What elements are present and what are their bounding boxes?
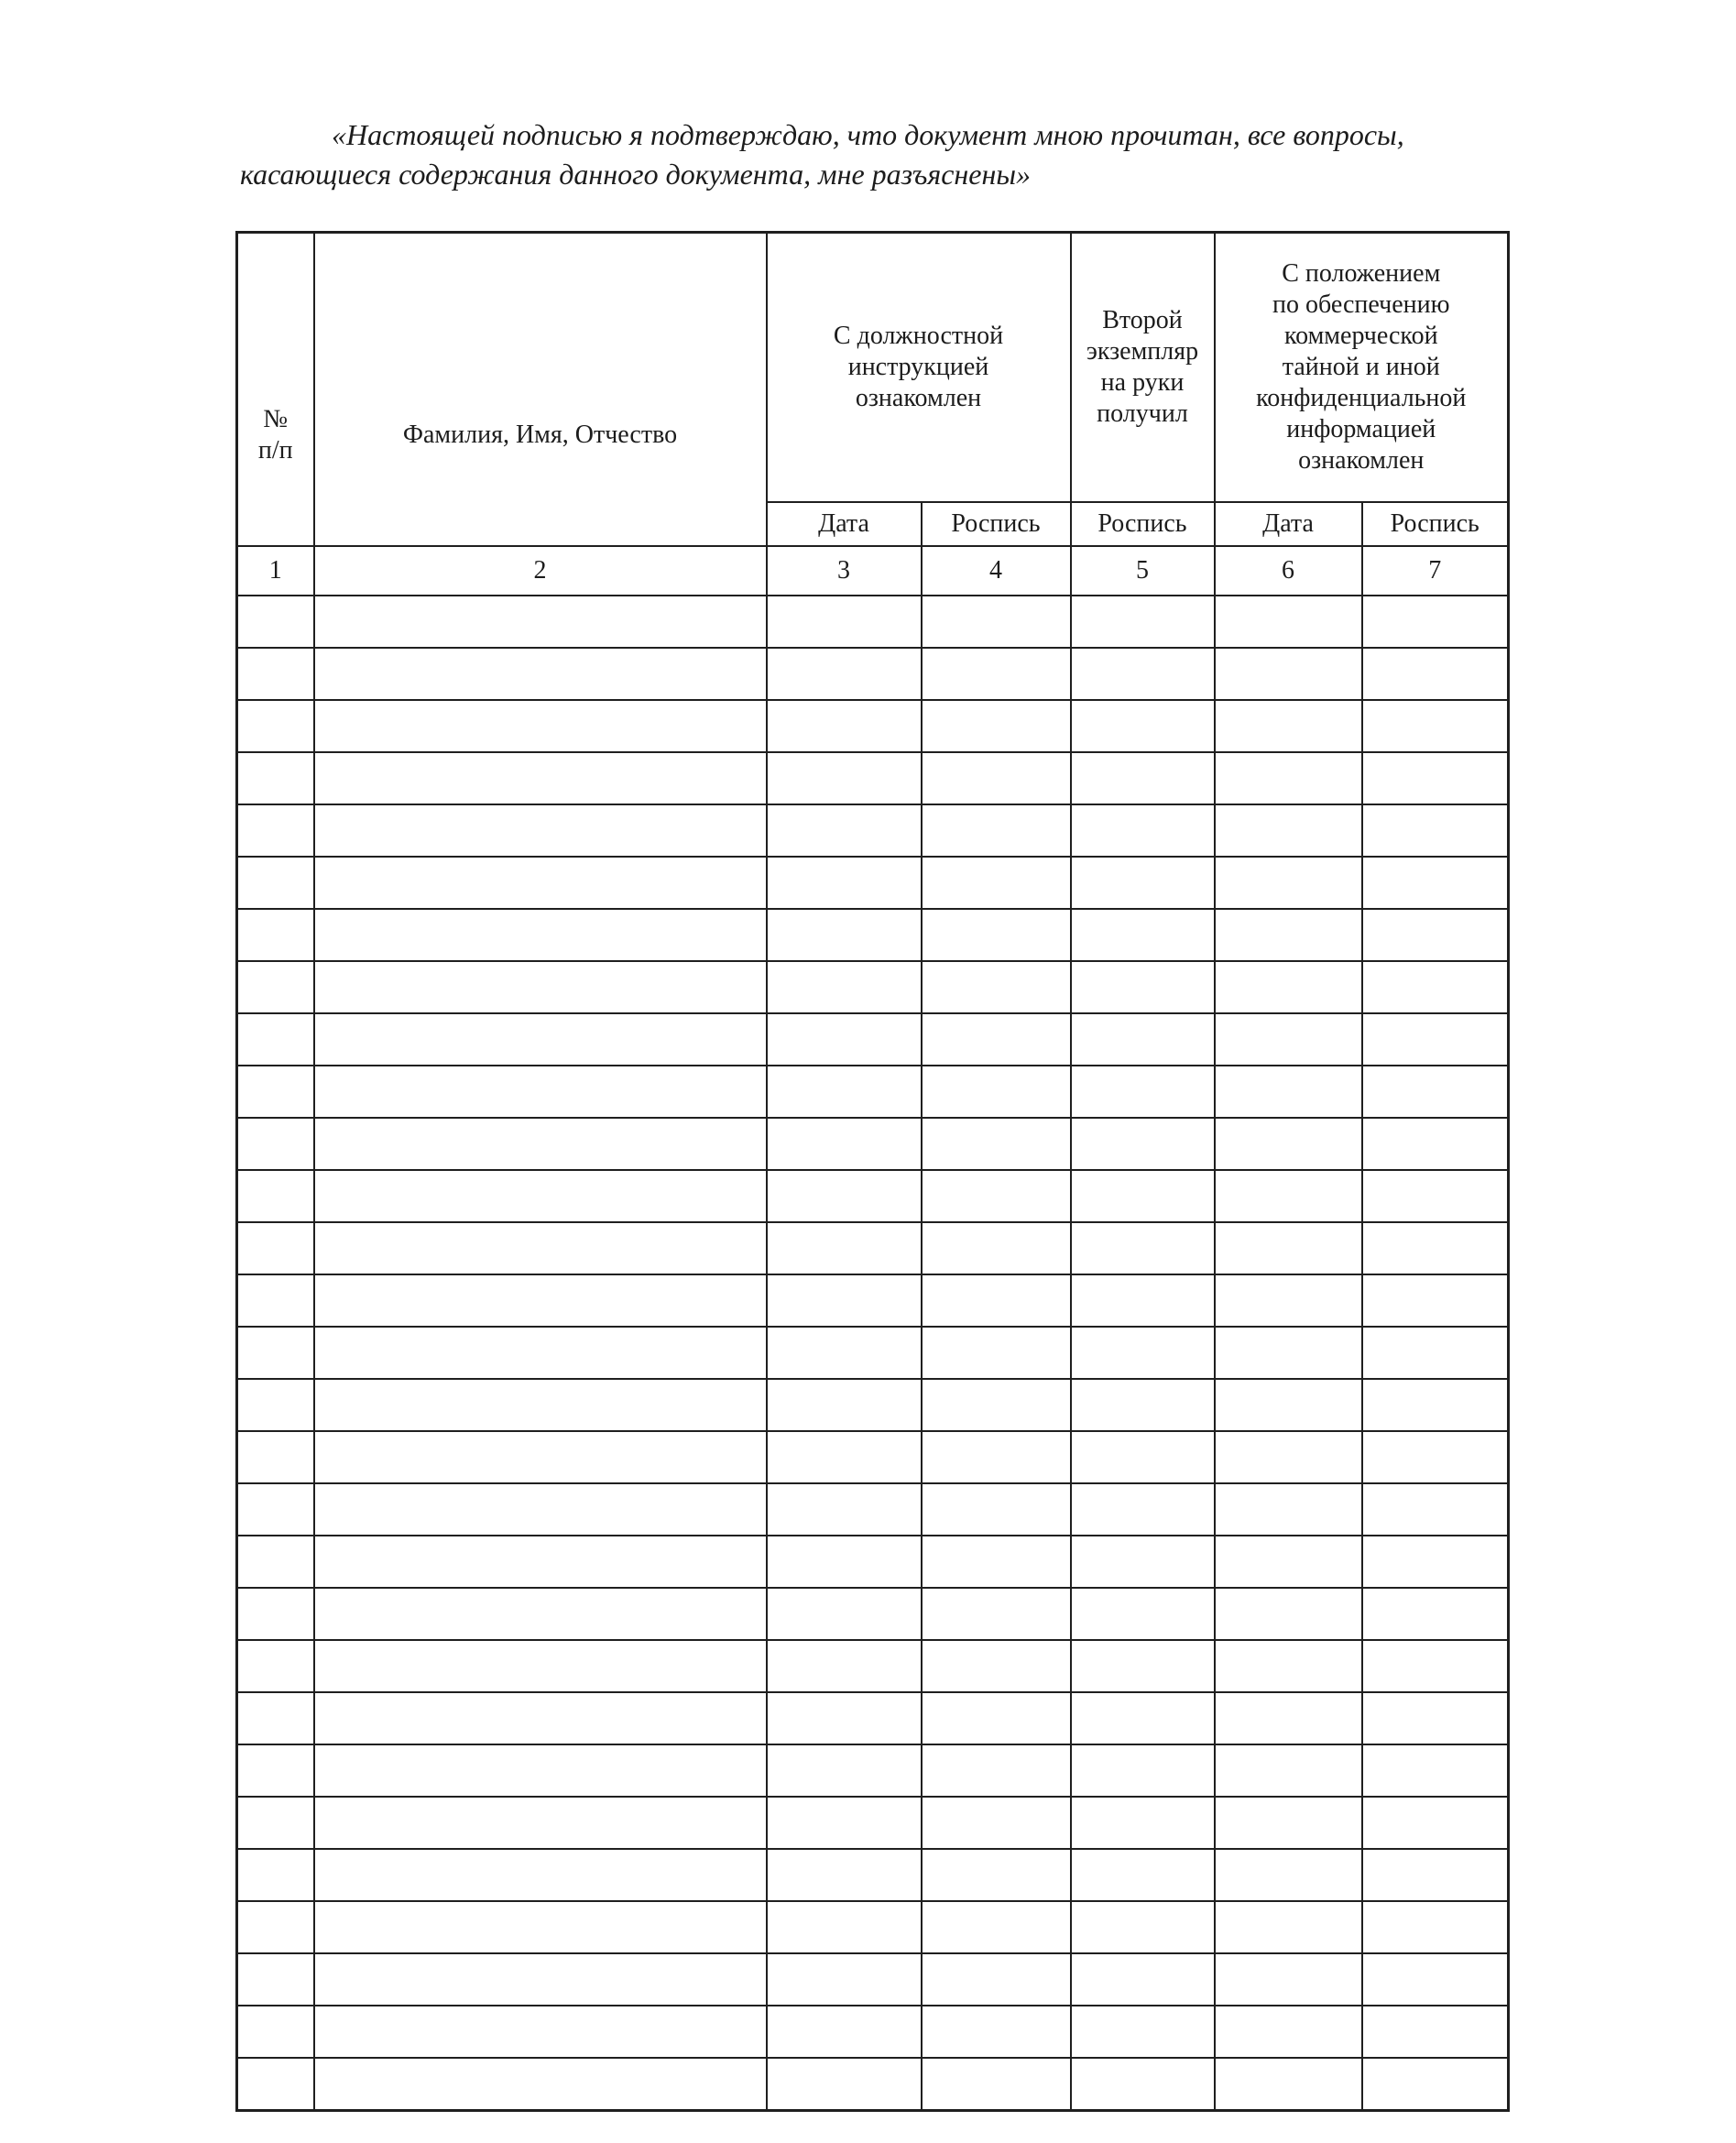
empty-cell (767, 1066, 922, 1118)
empty-cell (1362, 1640, 1509, 1692)
empty-cell (1362, 1431, 1509, 1483)
empty-cell (1071, 961, 1215, 1013)
empty-cell (1215, 1431, 1362, 1483)
empty-cell (767, 1118, 922, 1170)
empty-cell (767, 1431, 922, 1483)
table-row (237, 1274, 1509, 1327)
table-row (237, 1692, 1509, 1744)
empty-cell (922, 1431, 1071, 1483)
job-instruction-line: инструкцией (847, 352, 989, 381)
empty-cell (1215, 1588, 1362, 1640)
empty-cell (237, 1797, 314, 1849)
empty-cell (237, 1640, 314, 1692)
empty-cell (1071, 1013, 1215, 1066)
empty-cell (1071, 857, 1215, 909)
empty-cell (1071, 1379, 1215, 1431)
empty-cell (1362, 1379, 1509, 1431)
empty-cell (237, 1744, 314, 1797)
empty-cell (314, 1640, 767, 1692)
empty-cell (237, 1066, 314, 1118)
empty-cell (1215, 1066, 1362, 1118)
empty-cell (1071, 1483, 1215, 1536)
empty-cell (314, 961, 767, 1013)
col-header-job-instruction (767, 233, 1071, 502)
header-row-main (237, 233, 1509, 502)
empty-cell (314, 1170, 767, 1222)
col-header-number-line2: п/п (257, 436, 293, 465)
empty-cell (1215, 1118, 1362, 1170)
table-row (237, 1170, 1509, 1222)
empty-cell (314, 752, 767, 804)
empty-cell (1071, 1797, 1215, 1849)
empty-cell (767, 1797, 922, 1849)
empty-cell (767, 1170, 922, 1222)
empty-cell (922, 1274, 1071, 1327)
table-row (237, 1483, 1509, 1536)
empty-cell (922, 1066, 1071, 1118)
empty-cell (314, 1379, 767, 1431)
table-row (237, 857, 1509, 909)
quote-line-2: касающиеся содержания данного документа, мне разъяснены» (240, 158, 1032, 191)
table-row (237, 1327, 1509, 1379)
empty-cell (1215, 1849, 1362, 1901)
empty-cell (922, 1901, 1071, 1953)
empty-cell (767, 1588, 922, 1640)
empty-cell (922, 857, 1071, 909)
empty-cell (922, 700, 1071, 752)
empty-cell (237, 700, 314, 752)
empty-cell (767, 1640, 922, 1692)
table-row (237, 1797, 1509, 1849)
empty-cell (767, 1483, 922, 1536)
empty-cell (922, 1118, 1071, 1170)
table-row (237, 1536, 1509, 1588)
empty-cell (1362, 857, 1509, 909)
empty-cell (767, 1274, 922, 1327)
column-number: 3 (767, 546, 922, 596)
table-row (237, 909, 1509, 961)
empty-cell (1215, 2058, 1362, 2111)
signature-registration-table (235, 231, 1510, 2112)
table-row (237, 1013, 1509, 1066)
empty-cell (1215, 1536, 1362, 1588)
empty-cell (314, 1327, 767, 1379)
empty-cell (767, 1013, 922, 1066)
empty-cell (767, 596, 922, 648)
empty-cell (1362, 1797, 1509, 1849)
empty-cell (1215, 648, 1362, 700)
empty-cell (922, 1640, 1071, 1692)
job-instruction-line: ознакомлен (855, 383, 982, 412)
empty-cell (767, 648, 922, 700)
empty-cell (922, 1327, 1071, 1379)
table-row (237, 1379, 1509, 1431)
empty-cell (1071, 909, 1215, 961)
empty-cell (314, 700, 767, 752)
empty-cell (1071, 1640, 1215, 1692)
empty-cell (767, 700, 922, 752)
empty-cell (1215, 1222, 1362, 1274)
empty-cell (314, 596, 767, 648)
empty-cell (1215, 909, 1362, 961)
empty-cell (1362, 1066, 1509, 1118)
col-header-fio: Фамилия, Имя, Отчество (314, 233, 767, 547)
empty-cell (922, 1013, 1071, 1066)
empty-cell (1362, 2006, 1509, 2058)
empty-cell (237, 909, 314, 961)
empty-cell (314, 1118, 767, 1170)
empty-cell (314, 857, 767, 909)
empty-cell (1215, 1640, 1362, 1692)
table-row (237, 1953, 1509, 2006)
commercial-secret-line: по обеспечению (1272, 290, 1450, 319)
empty-cell (922, 2006, 1071, 2058)
empty-cell (314, 1536, 767, 1588)
empty-cell (1071, 1327, 1215, 1379)
empty-cell (237, 1483, 314, 1536)
empty-cell (1215, 1744, 1362, 1797)
empty-cell (314, 1066, 767, 1118)
empty-cell (922, 1222, 1071, 1274)
empty-cell (767, 752, 922, 804)
second-copy-line: получил (1097, 399, 1188, 428)
subheader-signature-instruction: Роспись (922, 502, 1071, 547)
empty-cell (237, 1536, 314, 1588)
table-row (237, 1066, 1509, 1118)
empty-cell (237, 1849, 314, 1901)
empty-cell (922, 648, 1071, 700)
empty-cell (1362, 596, 1509, 648)
empty-cell (1071, 700, 1215, 752)
empty-cell (314, 1797, 767, 1849)
empty-cell (767, 961, 922, 1013)
empty-cell (1071, 1901, 1215, 1953)
empty-cell (922, 1536, 1071, 1588)
empty-cell (237, 961, 314, 1013)
subheader-signature-second-copy: Роспись (1071, 502, 1215, 547)
column-number: 6 (1215, 546, 1362, 596)
second-copy-line: экземпляр (1086, 336, 1199, 366)
empty-cell (1215, 1327, 1362, 1379)
empty-cell (314, 2058, 767, 2111)
empty-cell (1215, 752, 1362, 804)
empty-cell (767, 2006, 922, 2058)
empty-cell (314, 1901, 767, 1953)
empty-cell (237, 1692, 314, 1744)
empty-cell (767, 1692, 922, 1744)
empty-cell (922, 1849, 1071, 1901)
table-row (237, 648, 1509, 700)
empty-cell (314, 1849, 767, 1901)
empty-cell (767, 1901, 922, 1953)
column-number: 5 (1071, 546, 1215, 596)
table-row (237, 752, 1509, 804)
empty-cell (1215, 1692, 1362, 1744)
empty-cell (237, 648, 314, 700)
quote-line-1: «Настоящей подписью я подтверждаю, что документ мною прочитан, все вопросы, (332, 118, 1404, 151)
empty-cell (922, 909, 1071, 961)
empty-cell (1215, 1901, 1362, 1953)
empty-cell (314, 909, 767, 961)
commercial-secret-line: информацией (1286, 414, 1436, 443)
empty-cell (767, 1744, 922, 1797)
empty-cell (1071, 1222, 1215, 1274)
commercial-secret-line: коммерческой (1283, 321, 1438, 350)
column-number: 7 (1362, 546, 1509, 596)
empty-cell (237, 2058, 314, 2111)
empty-cell (1215, 961, 1362, 1013)
empty-cell (1362, 1118, 1509, 1170)
empty-cell (1071, 1118, 1215, 1170)
empty-cell (1071, 752, 1215, 804)
empty-cell (1362, 1953, 1509, 2006)
empty-cell (1071, 2006, 1215, 2058)
empty-cell (922, 596, 1071, 648)
empty-cell (237, 1379, 314, 1431)
empty-cell (767, 1379, 922, 1431)
empty-cell (1215, 804, 1362, 857)
empty-cell (922, 804, 1071, 857)
table-row (237, 700, 1509, 752)
empty-cell (237, 1118, 314, 1170)
commercial-secret-line: тайной и иной (1282, 352, 1440, 381)
empty-cell (767, 1849, 922, 1901)
empty-cell (1071, 1953, 1215, 2006)
empty-cell (314, 1588, 767, 1640)
empty-cell (314, 648, 767, 700)
table-row (237, 2006, 1509, 2058)
empty-cell (314, 1222, 767, 1274)
empty-cell (314, 1274, 767, 1327)
empty-cell (1362, 752, 1509, 804)
empty-cell (314, 1953, 767, 2006)
empty-cell (922, 1744, 1071, 1797)
empty-cell (1362, 909, 1509, 961)
empty-cell (767, 909, 922, 961)
subheader-date-instruction: Дата (767, 502, 922, 547)
empty-cell (237, 857, 314, 909)
table-row (237, 1901, 1509, 1953)
empty-cell (237, 752, 314, 804)
empty-cell (922, 1170, 1071, 1222)
empty-cell (1362, 700, 1509, 752)
empty-cell (314, 1483, 767, 1536)
empty-cell (1362, 804, 1509, 857)
empty-cell (767, 1327, 922, 1379)
commercial-secret-line: С положением (1282, 258, 1441, 288)
second-copy-line: на руки (1100, 367, 1185, 397)
col-header-second-copy (1071, 233, 1215, 502)
empty-cell (922, 2058, 1071, 2111)
empty-cell (1071, 648, 1215, 700)
empty-cell (314, 1692, 767, 1744)
second-copy-line: Второй (1102, 305, 1183, 334)
empty-cell (237, 804, 314, 857)
empty-cell (767, 1953, 922, 2006)
empty-cell (1362, 1588, 1509, 1640)
empty-cell (922, 1953, 1071, 2006)
empty-cell (922, 752, 1071, 804)
empty-cell (237, 1274, 314, 1327)
empty-cell (1362, 1327, 1509, 1379)
empty-cell (1071, 1170, 1215, 1222)
empty-cell (1362, 1692, 1509, 1744)
empty-cell (237, 1327, 314, 1379)
table-row (237, 1222, 1509, 1274)
empty-cell (1362, 1901, 1509, 1953)
empty-cell (1215, 2006, 1362, 2058)
empty-cell (314, 1744, 767, 1797)
empty-cell (1071, 1066, 1215, 1118)
empty-cell (237, 1170, 314, 1222)
empty-cell (767, 804, 922, 857)
empty-cell (922, 1692, 1071, 1744)
table-row (237, 1588, 1509, 1640)
empty-cell (1362, 1274, 1509, 1327)
empty-cell (1362, 1744, 1509, 1797)
empty-cell (767, 1222, 922, 1274)
empty-cell (1215, 1170, 1362, 1222)
empty-cell (1071, 596, 1215, 648)
col-header-commercial-secret (1215, 233, 1509, 502)
empty-cell (1071, 1274, 1215, 1327)
table-row (237, 961, 1509, 1013)
table-row (237, 596, 1509, 648)
empty-cell (922, 1797, 1071, 1849)
empty-cell (1071, 804, 1215, 857)
column-number: 4 (922, 546, 1071, 596)
empty-cell (1071, 2058, 1215, 2111)
table-row (237, 1849, 1509, 1901)
table-row (237, 804, 1509, 857)
empty-cell (314, 2006, 767, 2058)
commercial-secret-line: конфиденциальной (1256, 383, 1467, 412)
empty-cell (767, 857, 922, 909)
empty-cell (1362, 1222, 1509, 1274)
empty-cell (1215, 596, 1362, 648)
empty-cell (1215, 1379, 1362, 1431)
confirmation-quote (240, 115, 1404, 194)
empty-cell (922, 961, 1071, 1013)
column-number: 1 (237, 546, 314, 596)
empty-cell (767, 2058, 922, 2111)
empty-cell (237, 1013, 314, 1066)
empty-cell (1362, 648, 1509, 700)
empty-cell (237, 1953, 314, 2006)
empty-cell (1215, 1274, 1362, 1327)
empty-cell (314, 1431, 767, 1483)
empty-cell (1362, 1849, 1509, 1901)
empty-cell (1071, 1431, 1215, 1483)
empty-cell (1362, 2058, 1509, 2111)
empty-cell (237, 1588, 314, 1640)
empty-cell (1215, 1953, 1362, 2006)
empty-rows (237, 596, 1509, 2111)
empty-cell (237, 2006, 314, 2058)
empty-cell (237, 1222, 314, 1274)
empty-cell (922, 1588, 1071, 1640)
empty-cell (1215, 1013, 1362, 1066)
empty-cell (1071, 1692, 1215, 1744)
table-row (237, 1744, 1509, 1797)
empty-cell (1362, 961, 1509, 1013)
empty-cell (314, 1013, 767, 1066)
empty-cell (237, 596, 314, 648)
subheader-signature-secret: Роспись (1362, 502, 1509, 547)
empty-cell (1362, 1536, 1509, 1588)
empty-cell (1071, 1744, 1215, 1797)
empty-cell (1071, 1588, 1215, 1640)
table-row (237, 1640, 1509, 1692)
empty-cell (922, 1379, 1071, 1431)
column-numbers-row (237, 546, 1509, 596)
empty-cell (1215, 700, 1362, 752)
column-number: 2 (314, 546, 767, 596)
col-header-number-line1: № (263, 405, 289, 433)
empty-cell (1362, 1170, 1509, 1222)
commercial-secret-line: ознакомлен (1298, 445, 1425, 475)
subheader-date-secret: Дата (1215, 502, 1362, 547)
empty-cell (1071, 1536, 1215, 1588)
empty-cell (922, 1483, 1071, 1536)
empty-cell (237, 1431, 314, 1483)
empty-cell (1215, 1797, 1362, 1849)
empty-cell (1071, 1849, 1215, 1901)
job-instruction-line: С должностной (833, 321, 1004, 350)
empty-cell (1215, 857, 1362, 909)
empty-cell (1362, 1013, 1509, 1066)
empty-cell (767, 1536, 922, 1588)
empty-cell (237, 1901, 314, 1953)
col-header-number (237, 233, 314, 547)
empty-cell (314, 804, 767, 857)
empty-cell (1362, 1483, 1509, 1536)
table-row (237, 1431, 1509, 1483)
empty-cell (1215, 1483, 1362, 1536)
table-row (237, 2058, 1509, 2111)
table-row (237, 1118, 1509, 1170)
